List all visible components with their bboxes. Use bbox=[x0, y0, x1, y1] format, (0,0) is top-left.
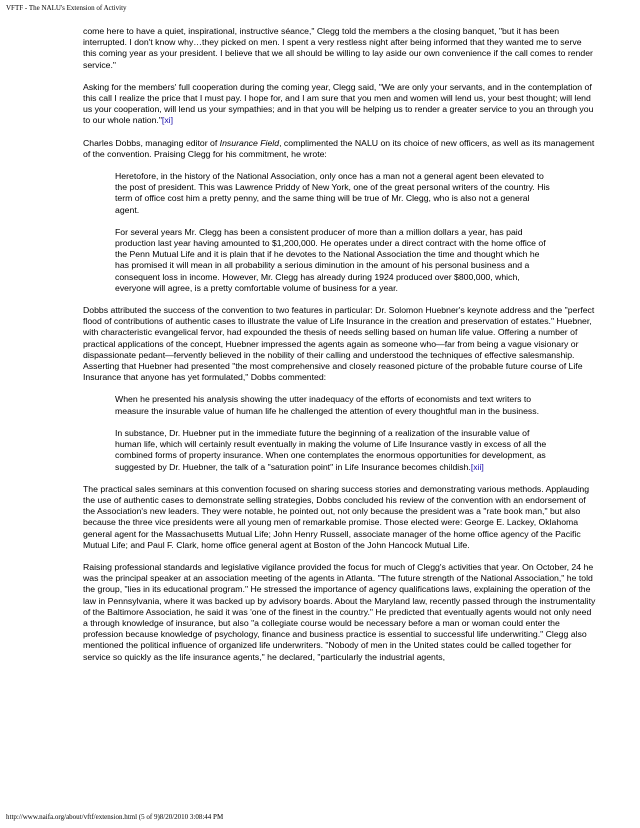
page-header: VFTF - The NALU's Extension of Activity bbox=[6, 4, 127, 12]
paragraph-text: Charles Dobbs, managing editor of bbox=[83, 137, 220, 148]
footnote-link-xi[interactable]: [xi] bbox=[161, 115, 174, 126]
quote-dobbs-huebner bbox=[115, 394, 555, 472]
paragraph-clegg-banquet: come here to have a quiet, inspirational, instructive séance," Clegg told the members a the closing banquet, "but it has been interrupted. I don't know why…they picked on men. I spent a very restless night after being informed that they wanted me to serve this coming year as your president. I believe that we all should be willing to lay aside our own convenience if the call comes to render service." bbox=[83, 26, 593, 70]
quote-dobbs-clegg bbox=[115, 171, 555, 294]
article-body bbox=[83, 26, 597, 674]
quote-paragraph-priddy: Heretofore, in the history of the National Association, only once has a man not a general agent been elevated to the post of president. This was Lawrence Priddy of New York, one of the great personal writers of the country. His term of office cost him a pretty penny, and the same thing will be true of Mr. Clegg, who is also not a general agent. bbox=[115, 171, 550, 215]
quote-paragraph-substance bbox=[115, 428, 555, 473]
quote-paragraph-analysis: When he presented his analysis showing the utter inadequacy of the efforts of economists and text writers to measure the insurable value of human life he challenged the attention of every thoughtful man in the business. bbox=[115, 394, 540, 416]
paragraph-text: , complimented the NALU on its choice of new officers, as well as its management of the convention. Praising Clegg for his commitment, he wrote: bbox=[83, 137, 595, 159]
paragraph-text: In substance, Dr. Huebner put in the immediate future the beginning of a realization of the insurable value of human life, which will certainly result eventually in making the volume of Life Insurance vastly in excess of all the combined forms of property insurance. When one contemplates the enormous opportunities for development, as suggested by Dr. Huebner, the talk of a "saturation point" in Life Insurance becomes childish. bbox=[115, 427, 547, 472]
footnote-link-xii[interactable]: [xii] bbox=[470, 461, 484, 472]
paragraph-sales-seminars: The practical sales seminars at this convention focused on sharing success stories and demonstrating various methods. Applauding the use of authentic cases to demonstrate selling strategies, Dobbs concluded his review of the convention with an endorsement of the Association's new leaders. They were notable, he pointed out, not only because the president was a "rate book man," but also because the three vice presidents were all young men of remarkable promise. Those elected were: George E. Lackey, Oklahoma general agent for the Massachusetts Mutual Life; John Henry Russell, associate manager of the home office agency of the Pacific Mutual Life; and Paul F. Clark, home office general agent at Boston of the John Hancock Mutual Life. bbox=[83, 483, 590, 550]
paragraph-professional-standards: Raising professional standards and legislative vigilance provided the focus for much of Clegg's activities that year. On October, 24 he was the principal speaker at an association meeting of the agents in Atlanta. "The future strength of the National Association," he told the group, "lies in its educational program." He stressed the importance of agency qualifications laws, explaining the operation of the law in Pennsylvania, where it was backed up by advisory boards. About the Maryland law, recently passed through the instrumentality of the Baltimore Association, he said it was 'one of the finest in the country." He predicted that eventually agents would not only need a through knowledge of insurance, but also "a collegiate course would be necessary before a man or woman could enter the profession because knowledge of psychology, finance and business practice is essential to successful life underwriting." Clegg also mentioned the political influence of organized life underwriters. "Nobody of men in the United states could be called together for service so quickly as the life insurance agents," he declared, "particularly the industrial agents, bbox=[83, 561, 596, 662]
paragraph-dobbs-intro bbox=[83, 138, 597, 160]
paragraph-text: Asking for the members' full cooperation during the coming year, Clegg said, "We are only your servants, and in the contemplation of this call I realize the price that I must pay. I hope for, and I am sure that you men and women will lend us, your best thought; will lend us your cooperation, will lend us your sympathies; and in that you will be helping us to render a greater service to you an through you to our whole nation." bbox=[83, 81, 594, 126]
publication-title: Insurance Field bbox=[219, 137, 280, 148]
quote-paragraph-production: For several years Mr. Clegg has been a consistent producer of more than a million dollars a year, has paid production last year having amounted to $1,200,000. He operates under a direct contract with the home office of the Penn Mutual Life and it is plain that if he devotes to the National Association the time and thought which he has promised it will mean in all probability a serious diminution in the amount of his personal business and a consequent loss in income. However, Mr. Clegg has already during 1924 produced over $800,000, which, everyone will agree, is a pretty comfortable volume of business for a year. bbox=[115, 226, 546, 293]
paragraph-huebner: Dobbs attributed the success of the convention to two features in particular: Dr. Solomon Huebner's keynote address and the "perfect flood of contributions of authentic cases to illustrate the value of Life Insurance in the creation and preservation of estates." Huebner, with characteristic evangelical fervor, had expounded the thesis of needs selling based on human life value. Offering a number of practical applications of the concept, Huebner impressed the agents again as someone who—far from being a vague visionary or dispassionate pedant—fervently believed in the nobility of their calling and understood the techniques of effective salesmanship. Asserting that Huebner had presented "the most comprehensive and closely reasoned picture of the probable future course of Life Insurance that anyone has yet formulated," Dobbs commented: bbox=[83, 305, 595, 383]
paragraph-clegg-cooperation bbox=[83, 82, 597, 127]
page-footer: http://www.naifa.org/about/vftf/extension.html (5 of 9)8/20/2010 3:08:44 PM bbox=[6, 813, 224, 821]
